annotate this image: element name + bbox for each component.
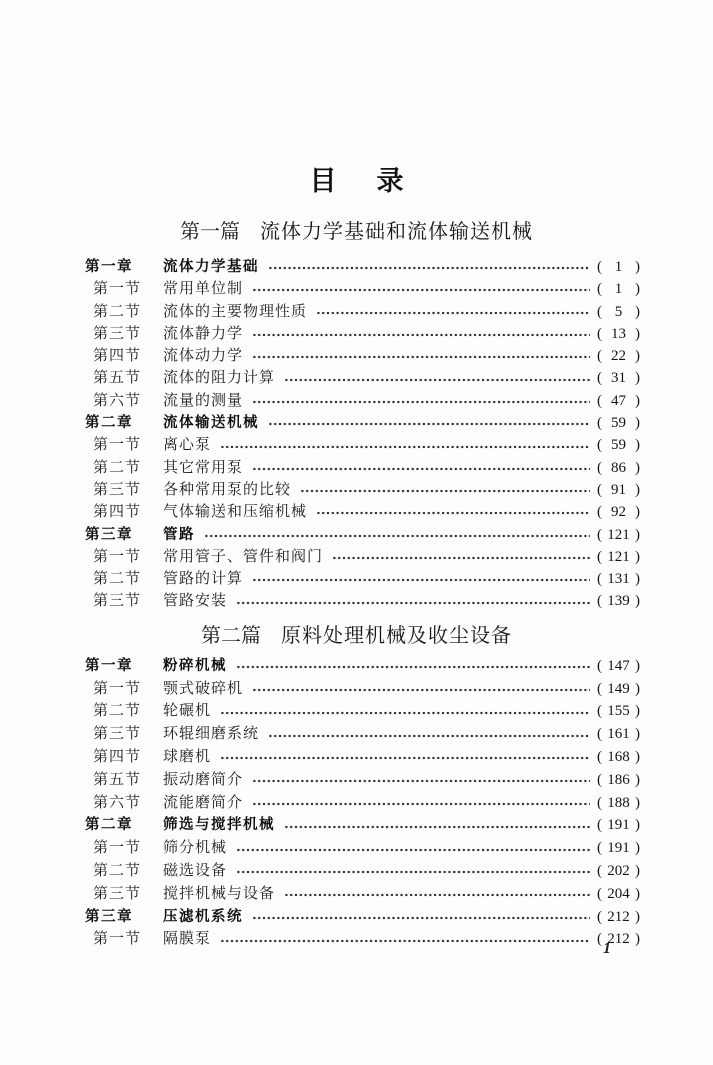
entry-label: 第一章 [85,259,133,275]
entry-label: 第三节 [93,726,142,743]
toc-entry [85,906,640,929]
toc-entry [85,568,640,590]
entry-label: 第三章 [85,526,133,543]
toc-entry [85,278,640,300]
dot-leader [252,457,590,479]
toc-entry [85,769,640,792]
page-number-value: 91 [611,481,626,498]
dot-leader [284,883,590,906]
entry-page-number [597,678,640,701]
paren-close: ) [635,571,640,588]
dot-leader [284,367,590,389]
paren-open: ( [597,303,602,320]
dot-leader [220,700,590,723]
part-heading-label: 第一篇 [180,221,240,243]
dot-leader [236,860,590,883]
toc-entry [85,434,640,456]
entry-page-number [597,590,640,612]
toc-entry [85,814,640,837]
toc-entry [85,678,640,701]
paren-close: ) [635,370,640,387]
toc-entry [85,501,640,523]
dot-leader [252,568,590,590]
toc-entry [85,367,640,389]
paren-open: ( [597,840,602,857]
paren-close: ) [635,771,640,788]
entry-title: 流能磨简介 [163,794,244,811]
paren-close: ) [635,459,640,476]
entry-label: 第二节 [93,862,142,879]
toc-entry [85,655,640,678]
toc-entry [85,883,640,906]
paren-open: ( [597,794,602,811]
paren-open: ( [597,908,602,925]
toc-entry [85,837,640,860]
toc-entry [85,323,640,345]
entry-label: 第三节 [93,325,142,342]
folio-page-number: 1 [603,940,611,957]
paren-close: ) [635,348,640,365]
paren-open: ( [597,481,602,498]
dot-leader [252,323,590,345]
paren-close: ) [635,680,640,697]
entry-page-number [597,860,640,883]
entry-label: 第四节 [93,504,142,521]
dot-leader [252,390,590,412]
entry-label: 第三节 [93,481,142,498]
entry-label: 第三节 [93,885,142,902]
page-number-value: 13 [611,325,626,342]
paren-open: ( [597,657,602,674]
dot-leader [268,256,590,278]
part-heading [0,624,713,648]
page-number-value: 59 [611,415,626,432]
part-heading-title: 原料处理机械及收尘设备 [281,624,512,647]
dot-leader [236,655,590,678]
paren-open: ( [597,862,602,879]
entry-page-number [597,746,640,769]
page-title-char-2: 录 [376,166,404,196]
dot-leader [268,723,590,746]
page-number-value: 22 [611,348,626,365]
paren-close: ) [635,840,640,857]
entry-page-number [597,837,640,860]
paren-open: ( [597,680,602,697]
toc-entry [85,928,640,951]
toc-entry-list [85,256,640,613]
entry-title: 流量的测量 [163,392,244,409]
entry-label: 第二节 [93,703,142,720]
entry-page-number [597,769,640,792]
entry-label: 第一节 [93,840,142,857]
paren-open: ( [597,392,602,409]
page-number-value: 188 [607,794,630,811]
paren-open: ( [597,703,602,720]
dot-leader [332,546,590,568]
entry-page-number [597,546,640,568]
paren-open: ( [597,748,602,765]
page-number-value: 147 [607,657,630,674]
paren-close: ) [635,726,640,743]
paren-open: ( [597,817,602,834]
entry-title: 常用管子、管件和阀门 [163,548,324,565]
paren-open: ( [597,325,602,342]
entry-page-number [597,792,640,815]
page-number-value: 186 [607,771,630,788]
page-number-value: 191 [607,840,630,857]
page-number-value: 92 [611,504,626,521]
entry-title: 环辊细磨系统 [163,726,260,743]
entry-label: 第一节 [93,281,142,298]
entry-title: 流体力学基础 [163,259,259,275]
paren-close: ) [635,259,640,275]
entry-page-number [597,524,640,546]
entry-title: 筛分机械 [163,840,228,857]
page-number-value: 1 [614,259,623,275]
entry-label: 第五节 [93,370,142,387]
entry-page-number [597,723,640,746]
toc-entry [85,479,640,501]
paren-close: ) [635,931,640,948]
entry-page-number [597,906,640,929]
entry-label: 第三节 [93,593,142,610]
entry-page-number [597,479,640,501]
dot-leader [252,345,590,367]
paren-close: ) [635,437,640,454]
entry-label: 第六节 [93,392,142,409]
paren-open: ( [597,281,602,298]
entry-label: 第四节 [93,748,142,765]
dot-leader [252,678,590,701]
paren-close: ) [635,548,640,565]
part-heading-label: 第二篇 [201,624,261,647]
entry-title: 轮碾机 [163,703,212,720]
toc-entry [85,256,640,278]
paren-open: ( [597,726,602,743]
entry-label: 第一节 [93,548,142,565]
paren-open: ( [597,931,602,948]
dot-leader [220,746,590,769]
entry-page-number [597,700,640,723]
entry-title: 振动磨简介 [163,771,244,788]
page-title [0,0,713,195]
page-number-value: 149 [607,680,630,697]
entry-page-number [597,412,640,434]
paren-close: ) [635,593,640,610]
paren-close: ) [635,281,640,298]
paren-open: ( [597,370,602,387]
entry-title: 管路 [163,526,195,543]
paren-close: ) [635,862,640,879]
paren-close: ) [635,908,640,925]
dot-leader [252,278,590,300]
dot-leader [220,434,590,456]
entry-title: 管路的计算 [163,571,244,588]
dot-leader [316,301,590,323]
dot-leader [284,814,590,837]
entry-page-number [597,323,640,345]
part-section-2 [0,624,713,951]
paren-close: ) [635,817,640,834]
entry-label: 第二节 [93,571,142,588]
entry-title: 流体输送机械 [163,415,259,432]
entry-title: 搅拌机械与设备 [163,885,276,902]
toc-entry-list [85,655,640,951]
entry-page-number [597,883,640,906]
paren-close: ) [635,504,640,521]
toc-entry [85,723,640,746]
entry-label: 第一节 [93,931,142,948]
entry-page-number [597,814,640,837]
entry-title: 常用单位制 [163,281,244,298]
page-number-value: 212 [607,908,630,925]
page-number-value: 161 [607,726,630,743]
entry-page-number [597,655,640,678]
page-number-value: 121 [607,526,630,543]
entry-page-number [597,301,640,323]
entry-label: 第五节 [93,771,142,788]
paren-close: ) [635,703,640,720]
entry-title: 粉碎机械 [163,657,227,674]
page-number-value: 131 [607,571,630,588]
page-number-value: 168 [607,748,630,765]
toc-entry [85,746,640,769]
toc-entry [85,345,640,367]
toc-entry [85,390,640,412]
paren-close: ) [635,885,640,902]
page-number-value: 86 [611,459,626,476]
paren-close: ) [635,325,640,342]
entry-label: 第一节 [93,680,142,697]
page-number-value: 59 [611,437,626,454]
page-number-value: 139 [607,593,630,610]
paren-open: ( [597,548,602,565]
paren-open: ( [597,415,602,432]
part-heading-title: 流体力学基础和流体输送机械 [260,221,533,243]
entry-label: 第三章 [85,908,133,925]
toc-entry [85,546,640,568]
entry-page-number [597,367,640,389]
dot-leader [252,906,590,929]
paren-open: ( [597,771,602,788]
paren-close: ) [635,526,640,543]
entry-page-number [597,434,640,456]
part-heading [0,220,713,244]
entry-title: 流体的主要物理性质 [163,303,308,320]
dot-leader [236,590,590,612]
entry-title: 隔膜泵 [163,931,212,948]
dot-leader [220,928,590,951]
entry-page-number [597,345,640,367]
entry-page-number [597,457,640,479]
entry-title: 磁选设备 [163,862,228,879]
page-number-value: 212 [607,931,630,948]
page-number-value: 191 [607,817,630,834]
entry-page-number [597,256,640,278]
page-number-value: 5 [614,303,623,320]
entry-title: 气体输送和压缩机械 [163,504,308,521]
entry-label: 第一章 [85,657,133,674]
paren-open: ( [597,571,602,588]
entry-label: 第二章 [85,415,133,432]
paren-close: ) [635,303,640,320]
entry-title: 压滤机系统 [163,908,243,925]
page-number-value: 31 [611,370,626,387]
dot-leader [300,479,590,501]
paren-open: ( [597,593,602,610]
entry-label: 第二章 [85,817,133,834]
paren-open: ( [597,885,602,902]
paren-close: ) [635,748,640,765]
dot-leader [236,837,590,860]
entry-label: 第二节 [93,303,142,320]
entry-title: 其它常用泵 [163,459,244,476]
paren-close: ) [635,657,640,674]
entry-page-number [597,390,640,412]
page-title-char-1: 目 [309,166,337,196]
toc-entry [85,457,640,479]
toc-entry [85,860,640,883]
entry-title: 筛选与搅拌机械 [163,817,275,834]
entry-page-number [597,501,640,523]
entry-title: 流体的阻力计算 [163,370,276,387]
entry-label: 第六节 [93,794,142,811]
entry-title: 颚式破碎机 [163,680,244,697]
dot-leader [252,792,590,815]
entry-label: 第四节 [93,348,142,365]
page-number-value: 202 [607,862,630,879]
page-number-value: 121 [607,548,630,565]
paren-close: ) [635,415,640,432]
entry-title: 各种常用泵的比较 [163,481,292,498]
paren-open: ( [597,459,602,476]
dot-leader [204,524,590,546]
paren-open: ( [597,348,602,365]
page-number-value: 204 [607,885,630,902]
paren-close: ) [635,481,640,498]
dot-leader [252,769,590,792]
toc-entry [85,792,640,815]
entry-title: 流体动力学 [163,348,244,365]
paren-open: ( [597,437,602,454]
paren-close: ) [635,794,640,811]
entry-title: 离心泵 [163,437,212,454]
entry-title: 管路安装 [163,593,228,610]
paren-open: ( [597,259,602,275]
toc-entry [85,524,640,546]
paren-open: ( [597,504,602,521]
entry-page-number [597,568,640,590]
dot-leader [316,501,590,523]
toc-entry [85,412,640,434]
page-number-value: 47 [611,392,626,409]
paren-open: ( [597,526,602,543]
part-section-1 [0,220,713,613]
dot-leader [268,412,590,434]
toc-entry [85,301,640,323]
page-number-value: 155 [607,703,630,720]
entry-page-number [597,278,640,300]
toc-entry [85,590,640,612]
entry-label: 第二节 [93,459,142,476]
paren-close: ) [635,392,640,409]
entry-label: 第一节 [93,437,142,454]
entry-title: 球磨机 [163,748,212,765]
page-number-value: 1 [614,281,623,298]
entry-title: 流体静力学 [163,325,244,342]
toc-entry [85,700,640,723]
